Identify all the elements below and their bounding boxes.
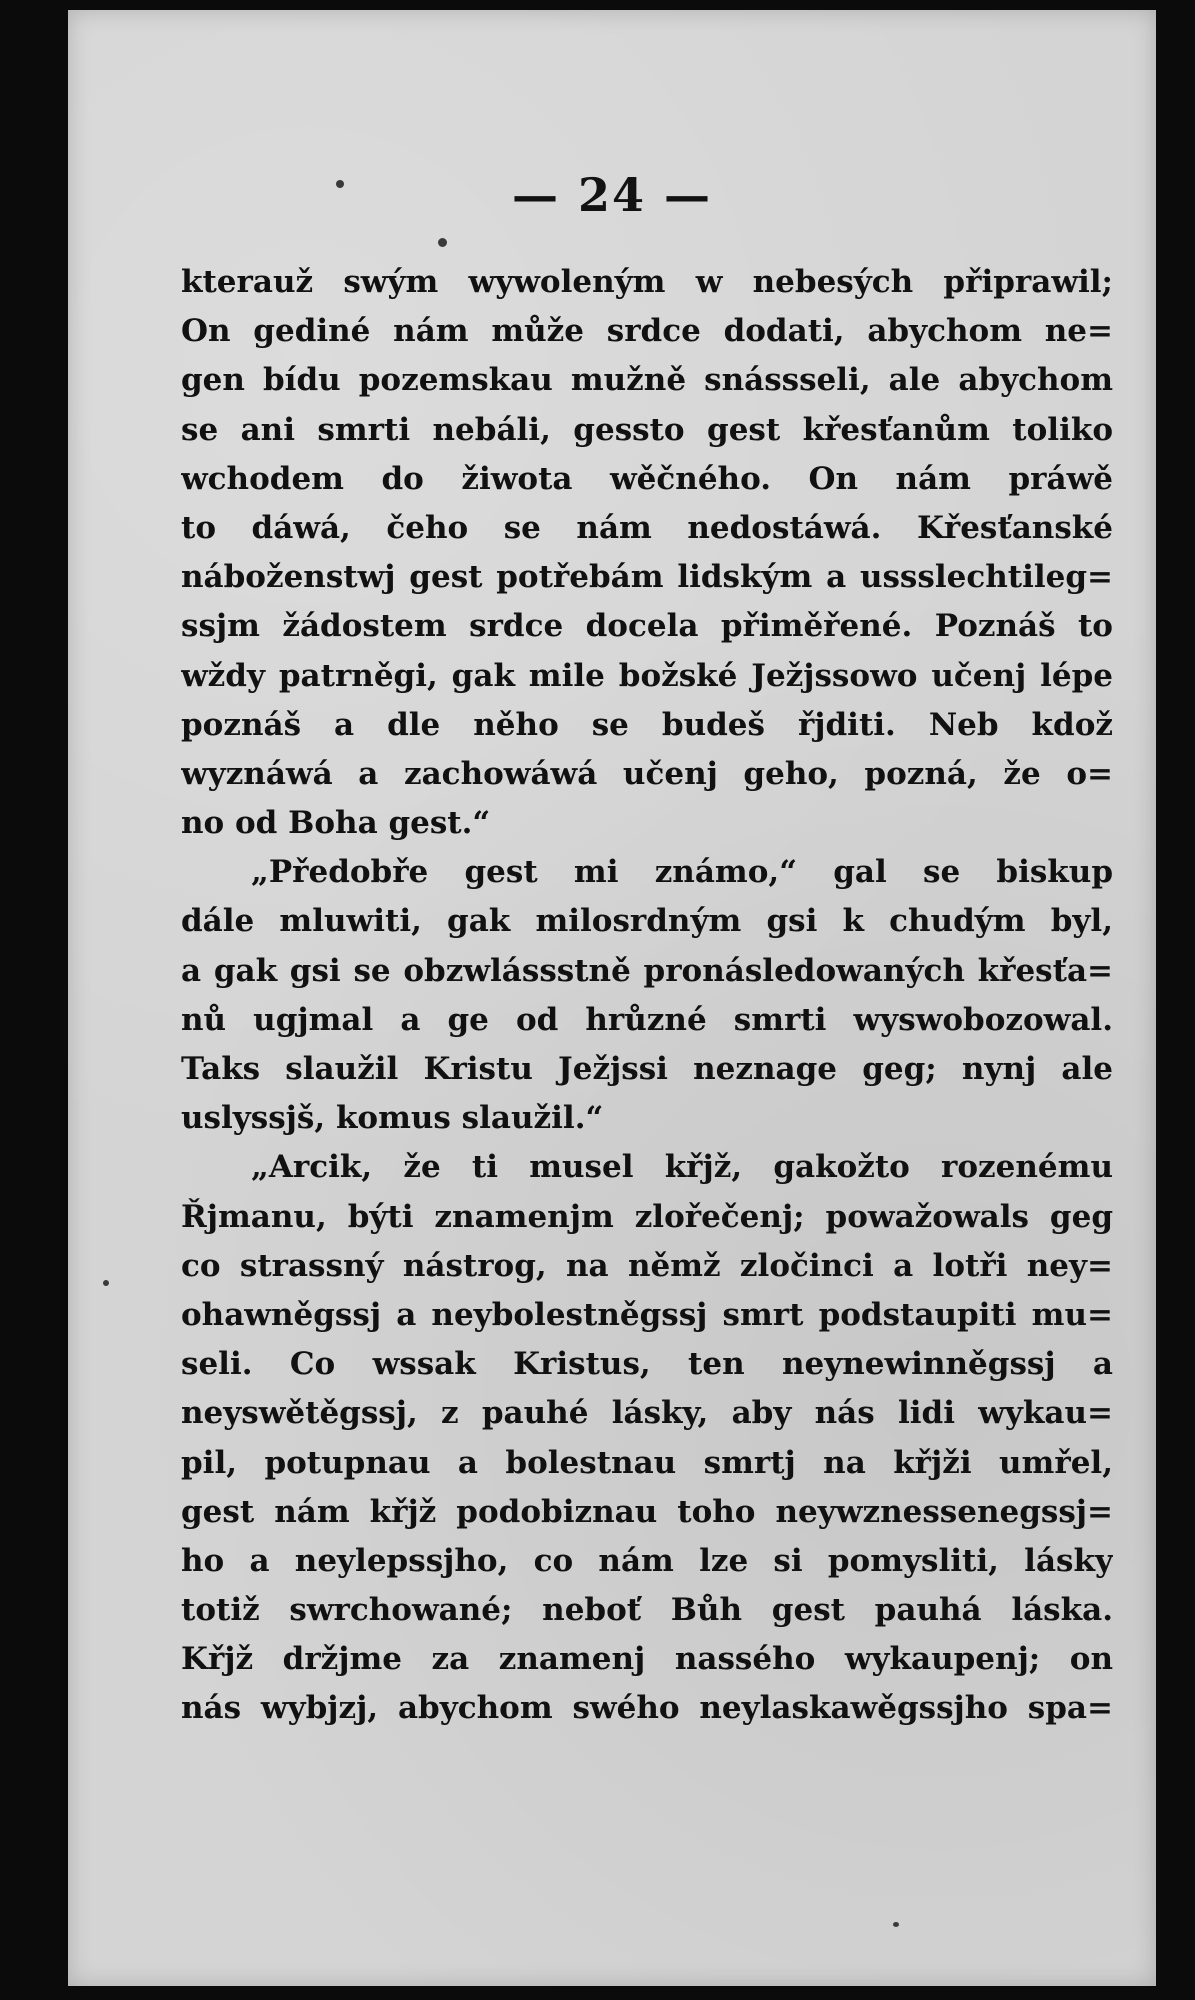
text-line: ho a neylepssjho, co nám lze si pomysliti, lásky: [181, 1542, 1113, 1579]
text-line: a gak gsi se obzwlássstně pronásledowaných křesťa=: [181, 952, 1113, 989]
ink-speck: [893, 1922, 899, 1927]
text-line: nás wybjzj, abychom swého neylaskawěgssjho spa=: [181, 1690, 1113, 1727]
text-line: nů ugjmal a ge od hrůzné smrti wyswobozowal.: [181, 1001, 1113, 1038]
body-text: [181, 258, 1113, 1734]
book-page: [68, 10, 1156, 1986]
text-line: wždy patrněgi, gak mile božské Ježjssowo učenj lépe: [181, 657, 1113, 694]
page-number: — 24 —: [511, 168, 713, 222]
text-line: Řjmanu, býti znamenjm zlořečenj; powažowals geg: [181, 1198, 1113, 1235]
ink-speck: [438, 238, 447, 247]
text-line: no od Boha gest.“: [181, 805, 491, 842]
text-line: se ani smrti nebáli, gessto gest křesťanům toliko: [181, 411, 1113, 448]
text-line: uslyssjš, komus slaužil.“: [181, 1100, 604, 1137]
text-line: „Předobře gest mi známo,“ gal se biskup: [251, 854, 1113, 891]
text-line: totiž swrchowané; neboť Bůh gest pauhá láska.: [181, 1592, 1113, 1629]
text-line: ssjm žádostem srdce docela přiměřené. Poznáš to: [181, 608, 1113, 645]
ink-speck: [103, 1280, 109, 1286]
text-line: dále mluwiti, gak milosrdným gsi k chudým byl,: [181, 903, 1113, 940]
text-line: wyznáwá a zachowáwá učenj geho, pozná, že o=: [181, 755, 1113, 792]
text-line: poznáš a dle něho se budeš řjditi. Neb kdož: [181, 706, 1113, 743]
text-line: ohawněgssj a neybolestněgssj smrt podstaupiti mu=: [181, 1296, 1113, 1333]
text-line: kterauž swým wywoleným w nebesých připrawil;: [181, 264, 1113, 300]
text-line: seli. Co wssak Kristus, ten neynewinněgssj a: [181, 1346, 1113, 1383]
text-line: to dáwá, čeho se nám nedostáwá. Křesťanské: [181, 509, 1113, 546]
text-line: pil, potupnau a bolestnau smrtj na křjži umřel,: [181, 1444, 1113, 1481]
text-line: wchodem do žiwota wěčného. On nám práwě: [181, 460, 1113, 497]
text-line: Křjž držjme za znamenj nassého wykaupenj; on: [181, 1641, 1113, 1678]
text-line: neyswětěgssj, z pauhé lásky, aby nás lidi wykau=: [181, 1395, 1113, 1432]
text-line: On gediné nám může srdce dodati, abychom ne=: [181, 313, 1113, 350]
text-line: Taks slaužil Kristu Ježjssi neznage geg; nynj ale: [181, 1051, 1113, 1087]
text-line: „Arcik, že ti musel křjž, gakožto rozenému: [251, 1149, 1113, 1186]
text-line: náboženstwj gest potřebám lidským a ussslechtileg=: [181, 559, 1113, 596]
text-line: co strassný nástrog, na němž zločinci a lotři ney=: [181, 1247, 1113, 1284]
text-line: gest nám křjž podobiznau toho neywznessenegssj=: [181, 1493, 1113, 1530]
text-line: gen bídu pozemskau mužně snássseli, ale abychom: [181, 362, 1113, 399]
